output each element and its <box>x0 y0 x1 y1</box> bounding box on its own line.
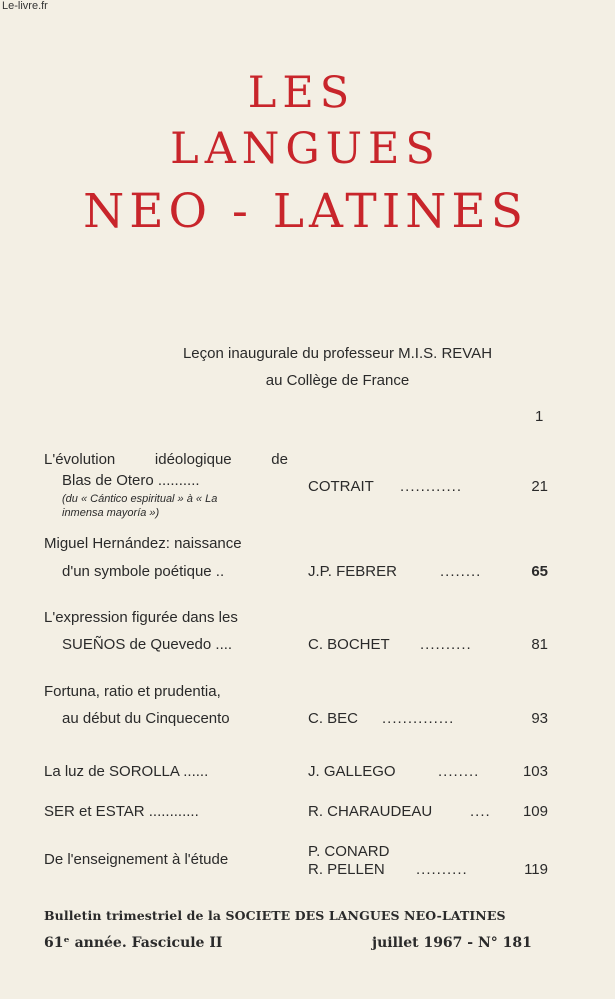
watermark: Le-livre.fr <box>2 0 48 12</box>
toc-title: Miguel Hernández: naissance <box>44 535 242 552</box>
toc-author: R. PELLEN <box>308 861 385 878</box>
toc-leader-dots: .......... <box>416 861 468 878</box>
toc-page-number: 109 <box>522 803 548 820</box>
toc-subtitle: inmensa mayoría ») <box>62 507 160 519</box>
annee-fascicule: 61ᵉ année. Fascicule II <box>44 935 223 951</box>
toc-author: J.P. FEBRER <box>308 563 397 580</box>
toc-author: COTRAIT <box>308 478 374 495</box>
toc-page-number: 65 <box>531 563 548 580</box>
toc-subtitle: (du « Cántico espiritual » à « La <box>62 493 218 505</box>
toc-page-number: 81 <box>531 636 548 653</box>
toc-title: au début du Cinquecento <box>62 710 230 727</box>
toc-page-number: 93 <box>531 710 548 727</box>
toc-title: SER et ESTAR ............ <box>44 803 199 820</box>
toc-title: SUEÑOS de Quevedo .... <box>62 636 233 653</box>
toc-leader-dots: .......... <box>420 636 472 653</box>
title-line-langues: LANGUES <box>170 124 441 174</box>
lecon-line-2: au Collège de France <box>265 372 410 389</box>
toc-page-number: 21 <box>531 478 548 495</box>
toc-leader-dots: ........ <box>438 763 480 780</box>
toc-title: L'expression figurée dans les <box>44 609 238 626</box>
lecon-page-number: 1 <box>535 408 544 425</box>
toc-author: P. CONARD <box>308 843 390 860</box>
toc-leader-dots: ........ <box>440 563 482 580</box>
toc-title: De l'enseignement à l'étude <box>44 851 229 868</box>
title-line-les: LES <box>247 68 356 118</box>
issue-date-number: juillet 1967 - N° 181 <box>372 935 532 951</box>
toc-author: C. BOCHET <box>308 636 390 653</box>
toc-title: L'évolution idéologique de <box>44 451 288 468</box>
toc-author: R. CHARAUDEAU <box>308 803 433 820</box>
toc-author: J. GALLEGO <box>308 763 396 780</box>
toc-title: d'un symbole poétique .. <box>62 563 225 580</box>
toc-leader-dots: ............ <box>400 478 463 495</box>
toc-page-number: 119 <box>524 861 548 878</box>
bulletin-line: Bulletin trimestriel de la SOCIETE DES LANGUES NEO-LATINES <box>44 908 506 923</box>
toc-page-number: 103 <box>522 763 548 780</box>
toc-leader-dots: .... <box>470 803 491 820</box>
title-line-neo-latines: NEO - LATINES <box>83 184 528 239</box>
toc-title: La luz de SOROLLA ...... <box>44 763 209 780</box>
lecon-line-1: Leçon inaugurale du professeur M.I.S. REVAH <box>182 345 493 362</box>
toc-leader-dots: .............. <box>382 710 455 727</box>
toc-title: Blas de Otero .......... <box>62 472 200 489</box>
toc-title: Fortuna, ratio et prudentia, <box>44 683 221 700</box>
toc-author: C. BEC <box>308 710 359 727</box>
